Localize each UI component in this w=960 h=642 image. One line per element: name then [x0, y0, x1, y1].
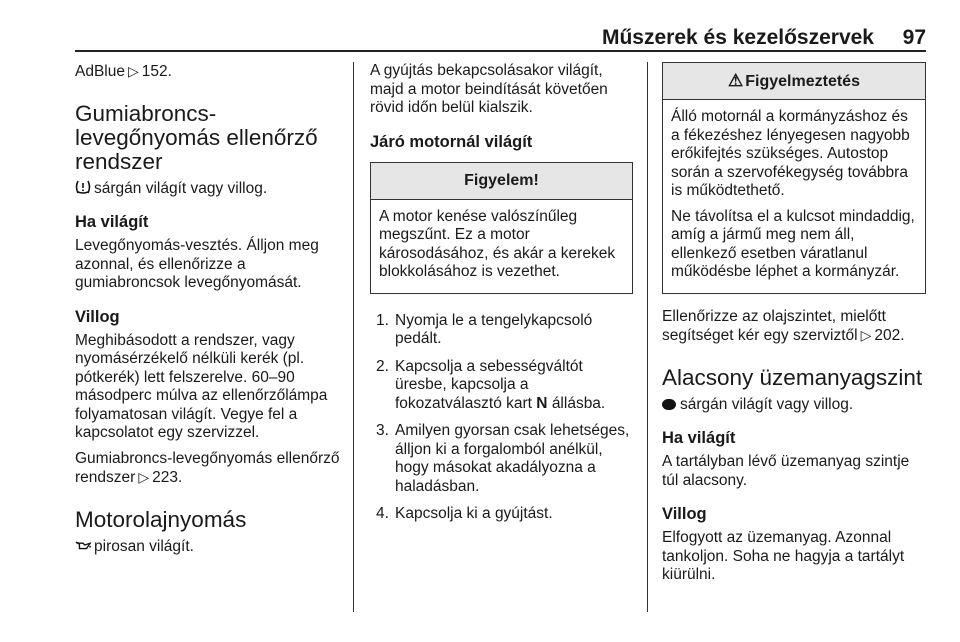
subheading-flash: Villog	[662, 505, 707, 523]
fuel-intro: sárgán világít vagy villog.	[662, 396, 926, 415]
column-3	[662, 62, 926, 592]
list-item: 4. Kapcsolja ki a gyújtást.	[376, 505, 553, 522]
attention-title: Figyelem!	[371, 163, 632, 200]
page-link[interactable]: 152.	[141, 63, 172, 80]
page-title: Műszerek és kezelőszervek	[601, 26, 874, 49]
list-item: 3. Amilyen gyorsan csak lehetséges, álljon ki a forgalomból anélkül, hogy másokat akadályozna a haladásban.	[376, 422, 630, 495]
oil-can-icon	[75, 538, 91, 552]
header-divider	[75, 50, 926, 52]
fuel-dot-icon	[662, 399, 676, 410]
column-divider	[647, 62, 648, 612]
page-ref-arrow-icon: ▷	[138, 469, 150, 485]
paragraph: Meghibásodott a rendszer, vagy nyomásérzékelő nélküli kerék (pl. pótkerék) lett felszerelve. 60–90 másodperc múlva az ellenőrzőlámpa folyamatosan világít. Vegye fel a kapcsolatot egy szervizzel.	[75, 331, 328, 441]
attention-box	[370, 162, 633, 294]
warning-title: ⚠ Figyelmeztetés	[663, 63, 925, 100]
section-heading-tpms: Gumiabroncs-levegőnyomás ellenőrző rendszer	[75, 100, 318, 174]
page-link[interactable]: 202.	[874, 327, 905, 344]
adblue-ref-line: AdBlue ▷ 152.	[75, 63, 172, 80]
column-2	[370, 62, 633, 533]
steps-list	[370, 312, 633, 524]
tpms-ref-line: Gumiabroncs-levegőnyomás ellenőrző rendszer ▷ 223.	[75, 449, 340, 486]
page-ref-arrow-icon: ▷	[860, 327, 872, 343]
section-heading-oil: Motorolajnyomás	[75, 506, 247, 532]
warning-text: Álló motornál a kormányzáshoz és a fékezéshez lényegesen nagyobb erőkifejtés szükséges. Autostop során a szervofékegység továbbra is működtethető.	[671, 108, 910, 199]
tire-pressure-icon	[75, 180, 91, 194]
warning-text: Ne távolítsa el a kulcsot mindaddig, amíg a jármű meg nem áll, ellenkező esetben váratlanul működésbe léphet a kormányzár.	[671, 207, 915, 280]
column-1	[75, 62, 343, 563]
oil-intro: pirosan világít.	[75, 538, 343, 557]
check-oil-line: Ellenőrizze az olajszintet, mielőtt segítséget kér egy szerviztől ▷ 202.	[662, 307, 905, 344]
attention-text: A motor kenése valószínűleg megszűnt. Ez a motor károsodásához, és akár a kerekek blokkolásához is vezethet.	[379, 207, 616, 280]
paragraph: Elfogyott az üzemanyag. Azonnal tankoljon. Soha ne hagyja a tartályt kiürülni.	[662, 529, 905, 583]
section-heading-fuel: Alacsony üzemanyagszint	[662, 364, 923, 390]
paragraph: A gyújtás bekapcsolásakor világít, majd a motor beindítását követően rövid időn belül kialszik.	[370, 62, 608, 116]
warning-triangle-icon: ⚠	[728, 71, 744, 90]
paragraph: A tartályban lévő üzemanyag szintje túl alacsony.	[662, 453, 910, 489]
list-item: 1. Nyomja le a tengelykapcsoló pedált.	[376, 311, 593, 347]
paragraph: Levegőnyomás-vesztés. Álljon meg azonnal, és ellenőrizze a gumiabroncsok levegőnyomását.	[75, 237, 319, 291]
subheading-lit: Ha világít	[75, 213, 149, 231]
warning-box	[662, 62, 926, 294]
subheading-running: Járó motornál világít	[370, 132, 533, 151]
subheading-flash: Villog	[75, 307, 120, 326]
list-item: 2. Kapcsolja a sebességváltót üresbe, kapcsolja a fokozatválasztó kart N állásba.	[376, 357, 606, 412]
subheading-lit: Ha világít	[662, 429, 736, 447]
column-divider	[353, 62, 354, 612]
page-link[interactable]: 223.	[152, 469, 183, 486]
tpms-intro: sárgán világít vagy villog.	[75, 180, 343, 199]
page-ref-arrow-icon: ▷	[127, 63, 139, 79]
page-number: 97	[902, 26, 926, 49]
page-header	[75, 26, 926, 48]
